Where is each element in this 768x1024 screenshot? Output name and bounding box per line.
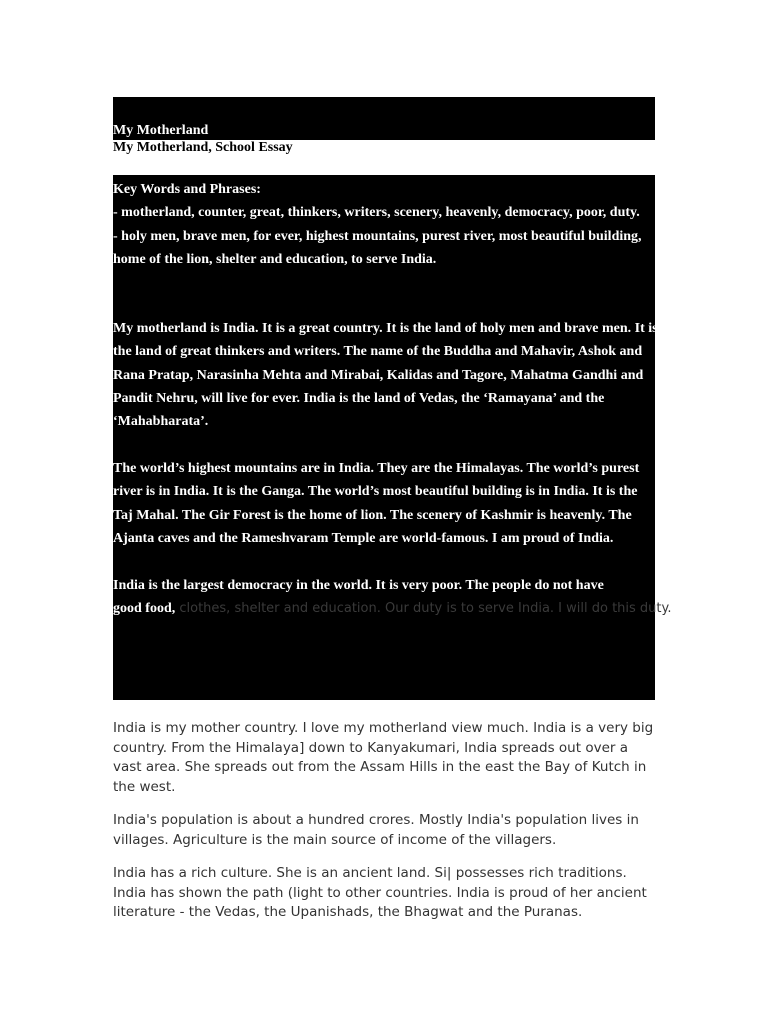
body-line: literature - the Vedas, the Upanishads, the Bhagwat and the Puranas. [113,904,583,921]
body-paragraph-2 [113,811,658,850]
essay-paragraph-2 [113,457,655,550]
keywords-line: - holy men, brave men, for ever, highest mountains, purest river, most beautiful building, [113,228,642,244]
body-line: India's population is about a hundred crores. Mostly India's population lives in [113,812,639,828]
essay-line: Taj Mahal. The Gir Forest is the home of lion. The scenery of Kashmir is heavenly. The [113,507,632,523]
body-line: villages. Agriculture is the main source of income of the villagers. [113,831,557,848]
body-line: the west. [113,778,176,795]
body-line: India has a rich culture. She is an ancient land. Si| possesses rich traditions. [113,865,627,881]
essay-paragraph-1 [113,317,658,433]
essay-line: Pandit Nehru, will live for ever. India is the land of Vedas, the ‘Ramayana’ and the [113,390,605,406]
body-line: country. From the Himalaya] down to Kanyakumari, India spreads out over a [113,739,628,756]
body-line: India has shown the path (light to other countries. India is proud of her ancient [113,884,647,901]
keywords-section [113,178,655,271]
body-line: vast area. She spreads out from the Assam Hills in the east the Bay of Kutch in [113,759,647,776]
essay-line: ‘Mahabharata’. [113,414,209,430]
body-line: India is my mother country. I love my motherland view much. India is a very big [113,720,654,736]
page-title: My Motherland [113,123,209,138]
keywords-heading: Key Words and Phrases: [113,182,261,197]
keywords-line: - motherland, counter, great, thinkers, writers, scenery, heavenly, democracy, poor, duty. [113,205,640,221]
essay-faded-fragment: clothes, shelter and education. Our duty is to serve India. I will do this duty. [175,601,672,617]
essay-line: India is the largest democracy in the world. It is very poor. The people do not have [113,578,604,593]
body-paragraph-1 [113,719,658,797]
essay-line [113,597,672,620]
essay-line: Ajanta caves and the Rameshvaram Temple are world-famous. I am proud of India. [113,530,614,546]
essay-line: river is in India. It is the Ganga. The world’s most beautiful building is in India. It is the [113,484,638,500]
essay-line: My motherland is India. It is a great country. It is the land of holy men and brave men. It is [113,321,658,336]
essay-line: the land of great thinkers and writers. The name of the Buddha and Mahavir, Ashok and [113,344,643,360]
essay-bold-fragment: good food, [113,601,176,617]
page-subtitle: My Motherland, School Essay [113,140,293,155]
essay-line: Rana Pratap, Narasinha Mehta and Mirabai, Kalidas and Tagore, Mahatma Gandhi and [113,367,644,383]
keywords-line: home of the lion, shelter and education, to serve India. [113,251,437,267]
essay-line: The world’s highest mountains are in India. They are the Himalayas. The world’s purest [113,461,640,476]
body-paragraph-3 [113,864,658,923]
essay-paragraph-3 [113,574,672,621]
